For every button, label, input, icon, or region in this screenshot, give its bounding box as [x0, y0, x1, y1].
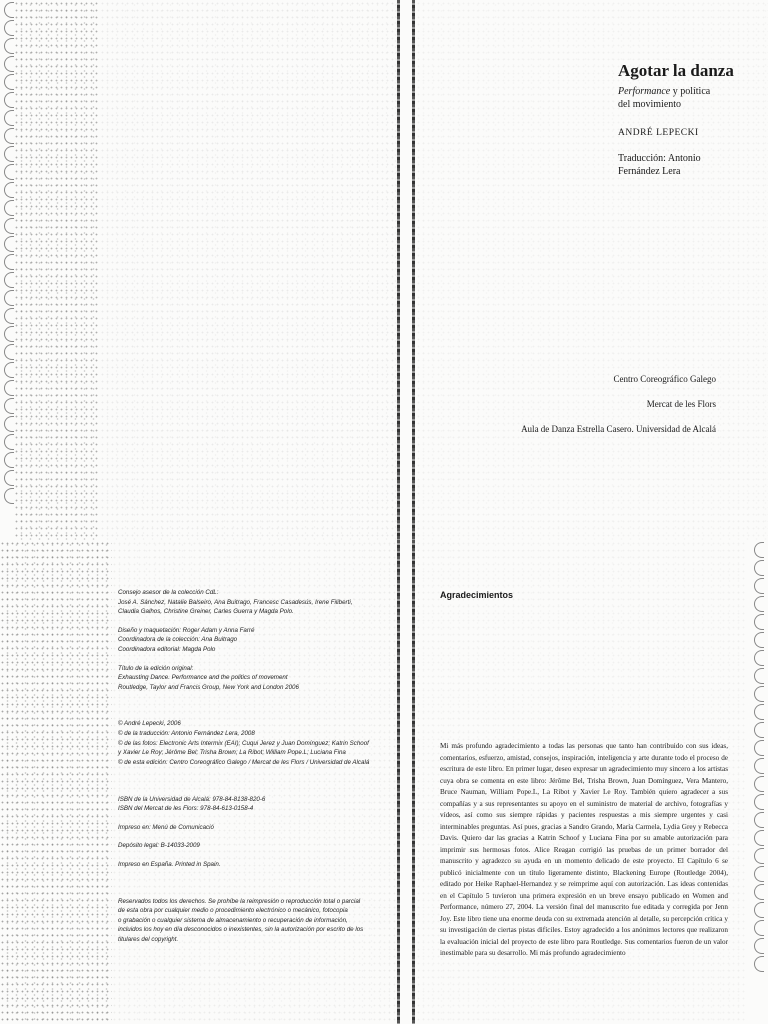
- spiral-binding: [752, 540, 766, 1024]
- blank-page-top-left: [0, 0, 400, 540]
- scan-noise: [100, 0, 400, 540]
- book-subtitle: Performance y política del movimiento: [618, 85, 711, 111]
- title-block: [618, 62, 758, 179]
- publisher-list: [400, 374, 716, 449]
- title-page: [400, 0, 768, 540]
- author-name: ANDRÉ LEPECKI: [618, 127, 699, 138]
- publisher: Mercat de les Flors: [646, 399, 716, 409]
- translator: Traducción: Antonio Fernández Lera: [618, 152, 701, 178]
- section-heading: Agradecimientos: [440, 590, 514, 600]
- page-gutter: [412, 540, 415, 1024]
- rights-notice: Reservados todos los derechos. Se prohíbe la reimpresión o reproducción total o parcial de esta obra por cualquier medio o procedimiento electrónico o mecánico, fotocopia o grabación o cualquier sistema de almacenamiento o recuperación de información, incluidos los hoy en día desconocidos o inexistentes, sin la autorización por escrito de los titulares del copyright.: [118, 897, 364, 944]
- design-credits: Diseño y maquetación: Roger Adam y Anna Farré Coordinadora de la colección: Ana Buitrago Coordinadora editorial: Magda Polo: [118, 626, 255, 654]
- colophon: [118, 588, 390, 954]
- scan-noise: [0, 540, 112, 1024]
- colophon-page: [0, 540, 400, 1024]
- acknowledgements-body: Mi más profundo agradecimiento a todas las personas que tanto han contribuido con sus ideas, comentarios, esfuerzo, amistad, consejos, inspiración, inteligencia y arte durante todo el proceso de escritura de este libro. En primer lugar, deseo expresar un agradecimiento muy sincero a los artistas cuya obra se comenta en este libro: Jérôme Bel, Trisha Brown, Juan Domínguez, Vera Mantero, Bruce Nauman, William Pope.L, La Ribot y Xavier Le Roy. También quiero agradecer a sus compañías y a sus representantes su apoyo en el suministro de material de archivo, fotografías y vídeos, así como sus siempre rápidas y pacientes respuestas a mis siempre urgentes y casi interminables preguntas. Así pues, gracias a Sandro Grando, María Carmela, Lydia Grey y Rebecca Davis. Quiero dar las gracias a Katrin Schoof y Luciana Fina por su amable autorización para imprimir sus hermosas fotos. Alice Reagan corrigió las pruebas de un primer borrador del manuscrito y agradezco su ayuda en un momento delicado de este proyecto. El Capítulo 6 se publicó inicialmente con un título ligeramente distinto, Blackening Europe (Routledge 2004), editado por Heike Raphael-Hernandez y se reimprime aquí con autorización. Las ideas contenidas en el Capítulo 5 tuvieron una primera expresión en un breve ensayo publicado en Women and Performance, número 27, 2004. La versión final del manuscrito fue editada y corregida por Jenn Joy. Este libro tiene una enorme deuda con su extremada atención al detalle, su percepción crítica y su investigación de ciertas pistas difíciles. Estoy agradecido a los anónimos lectores que realizaron la evaluación inicial del proyecto de este libro para Routledge. Sus comentarios fueron de un valor inestimable para su desarrollo. Mi más profundo agradecimiento: [440, 742, 728, 958]
- copyright-notices: © André Lepecki, 2006 © de la traducción: Antonio Fernández Lera, 2008 © de las fotos: Electronic Arts Intermix (EAI); Cuqui Jerez y Juan Domínguez; Katrin Schoof y Xavier Le Roy; Jérôme Bel; Trisha Brown; La Ribot; William Pope.L; Luciana Fina © de esta edición: Centro Coreográfico Galego / Mercat de les Flors / Universidad de Alcalá: [118, 720, 370, 766]
- legal-deposit: Depósito legal: B-14033-2009: [118, 842, 200, 850]
- page-gutter: [412, 0, 415, 540]
- printed-in: Impreso en España. Printed in Spain.: [118, 860, 221, 868]
- printer: Impreso en: Menú de Comunicació: [118, 823, 214, 831]
- acknowledgements-page: [400, 540, 768, 1024]
- scan-noise: [14, 0, 100, 540]
- publisher: Aula de Danza Estrella Casero. Universidad de Alcalá: [521, 424, 716, 434]
- original-edition: Título de la edición original: Exhausting Dance. Performance and the politics of movement Routledge, Taylor and Francis Group, New York and London 2006: [118, 664, 299, 691]
- publisher: Centro Coreográfico Galego: [613, 374, 716, 384]
- advisory-board: Consejo asesor de la colección CdL: José A. Sánchez, Natalie Balseiro, Ana Buitrago, Francesc Casadesús, Irene Filiberti, Claudia Galhos, Christine Greiner, Carles Guerra y Magda Polo.: [118, 589, 353, 616]
- isbn-block: ISBN de la Universidad de Alcalá: 978-84-8138-820-6 ISBN del Mercat de les Flors: 978-84-613-0158-4: [118, 795, 266, 813]
- book-title: Agotar la danza: [618, 61, 734, 80]
